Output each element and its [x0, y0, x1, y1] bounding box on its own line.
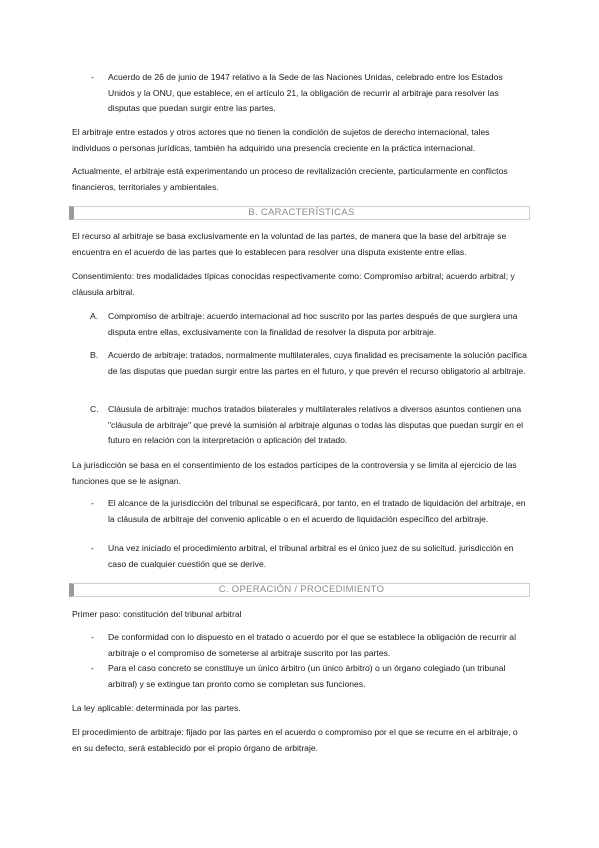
list-item: Acuerdo de arbitraje: tratados, normalmente multilaterales, cuya finalidad es precisamente la solución pacífica de las disputas que puedan surgir entre las partes en el futuro, y que prevén el recurso obligatorio al arbitraje.	[108, 350, 527, 376]
paragraph-recurso: El recurso al arbitraje se basa exclusivamente en la voluntad de las partes, de manera que la base del arbitraje se encuentra en el acuerdo de las partes que lo establecen para resolver una disputa existente entre ellas.	[72, 231, 507, 257]
section-b-header	[69, 206, 530, 220]
paragraph-ley: La ley aplicable: determinada por las partes.	[72, 703, 241, 713]
bullet-marker: -	[91, 632, 94, 642]
bullet-marker: -	[91, 72, 94, 82]
list-item: Acuerdo de 26 de junio de 1947 relativo a la Sede de las Naciones Unidas, celebrado entre los Estados Unidos y la ONU, que establece, en el artículo 21, la obligación de recurrir al arbitraje para resolver las disputas que puedan surgir entre las partes.	[108, 72, 503, 113]
bullet-marker: -	[91, 663, 94, 673]
list-letter: B.	[90, 350, 99, 360]
section-b-title: B. CARACTERÍSTICAS	[248, 207, 355, 218]
list-item: Una vez iniciado el procedimiento arbitral, el tribunal arbitral es el único juez de su solicitud. jurisdicción en caso de cualquier cuestión que se derive.	[108, 543, 514, 569]
list-letter: A.	[90, 311, 99, 321]
bullet-marker: -	[91, 543, 94, 553]
paragraph-procedimiento: El procedimiento de arbitraje: fijado por las partes en el acuerdo o compromiso por el que se recurre en el arbitraje, o en su defecto, será establecido por el propio órgano de arbitraje.	[72, 727, 518, 753]
list-item: El alcance de la jurisdicción del tribunal se especificará, por tanto, en el tratado de liquidación del arbitraje, en la cláusula de arbitraje del convenio aplicable o en el acuerdo de liquidación específico del arbitraje.	[108, 498, 526, 524]
list-item: De conformidad con lo dispuesto en el tratado o acuerdo por el que se establece la obligación de recurrir al arbitraje o el compromiso de someterse al arbitraje suscrito por las partes.	[108, 632, 516, 658]
list-item: Cláusula de arbitraje: muchos tratados bilaterales y multilaterales relativos a diversos asuntos contienen una "cláusula de arbitraje" que prevé la sumisión al arbitraje algunas o todas las disputas que puedan surgir en el futuro en relación con la interpretación o aplicación del tratado.	[108, 404, 524, 445]
list-item: Para el caso concreto se constituye un único árbitro (un único árbitro) o un órgano colegiado (un tribunal arbitral) y se extingue tan pronto como se completan sus funciones.	[108, 663, 506, 689]
section-c-title: C. OPERACIÓN / PROCEDIMIENTO	[218, 584, 385, 595]
paragraph-jurisdiccion: La jurisdicción se basa en el consentimiento de los estados partícipes de la controversia y se limita al ejercicio de las funciones que se le asignan.	[72, 460, 517, 486]
list-letter: C.	[90, 404, 99, 414]
paragraph-primer-paso: Primer paso: constitución del tribunal arbitral	[72, 609, 242, 619]
paragraph-actualmente: Actualmente, el arbitraje está experimentando un proceso de revitalización creciente, particularmente en conflictos financieros, territoriales y ambientales.	[72, 166, 508, 192]
section-c-header	[69, 583, 530, 597]
paragraph-sujetos: El arbitraje entre estados y otros actores que no tienen la condición de sujetos de derecho internacional, tales individuos o personas jurídicas, también ha adquirido una presencia creciente en la práctica internacional.	[72, 127, 490, 153]
paragraph-consentimiento: Consentimiento: tres modalidades típicas conocidas respectivamente como: Compromiso arbitral; acuerdo arbitral; y cláusula arbitral.	[72, 271, 515, 297]
bullet-marker: -	[91, 498, 94, 508]
list-item: Compromiso de arbitraje: acuerdo internacional ad hoc suscrito por las partes después de que surgiera una disputa entre ellas, exclusivamente con la finalidad de resolver la disputa por arbitraje.	[108, 311, 518, 337]
